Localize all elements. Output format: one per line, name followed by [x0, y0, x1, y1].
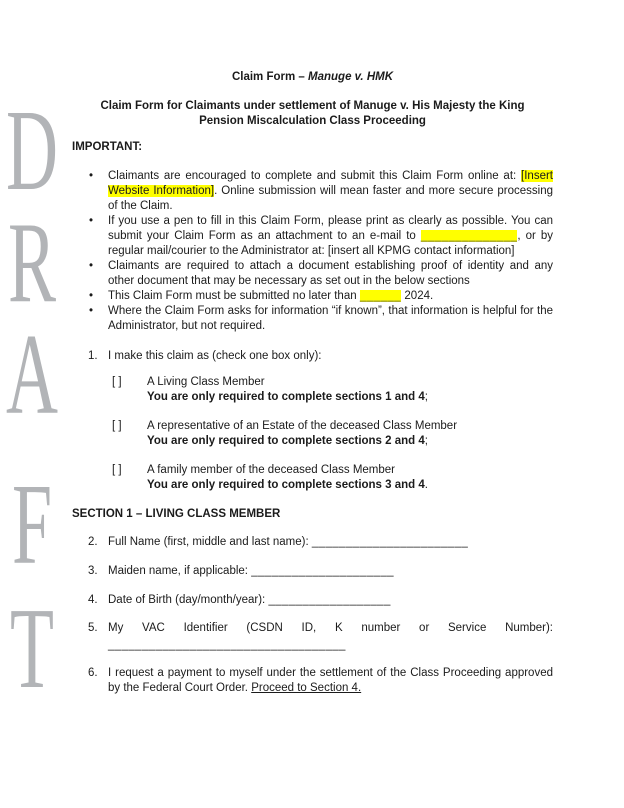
page-subtitle — [72, 99, 553, 129]
full-name-blank-line[interactable]: _______________________ — [311, 536, 469, 548]
option-family-member — [112, 463, 553, 493]
vac-identifier-blank-line[interactable]: ___________________________________ — [108, 639, 346, 651]
watermark-letter-d: D — [6, 86, 58, 215]
email-placeholder-highlight: ______________ — [420, 230, 518, 242]
option-note: You are only required to complete sections 2 and 4; — [147, 435, 428, 447]
form-item-vac-identifier — [88, 621, 553, 653]
title-case-name: Manuge v. HMK — [308, 71, 394, 83]
field-label: My VAC Identifier (CSDN ID, K number or Service Number): — [108, 622, 553, 634]
bullet-marker-icon: • — [89, 260, 94, 272]
section-1-heading: SECTION 1 – LIVING CLASS MEMBER — [72, 508, 281, 520]
option-label: A Living Class Member — [147, 376, 265, 388]
option-living-class-member — [112, 375, 553, 405]
bullet-item-deadline: • This Claim Form must be submitted no later than ______ 2024. — [89, 290, 434, 302]
watermark-letter-t: T — [10, 584, 54, 713]
form-item-maiden-name — [88, 564, 553, 579]
bullet-item-if-known: • Where the Claim Form asks for information “if known”, that information is helpful for the Administrator, but not required. — [89, 305, 553, 332]
checkbox-family-member[interactable]: [ ] — [112, 464, 122, 476]
option-note: You are only required to complete sections 1 and 4; — [147, 391, 428, 403]
watermark-letter-f: F — [11, 460, 53, 589]
checkbox-living-member[interactable]: [ ] — [112, 376, 122, 388]
question-1-claim-type — [88, 349, 553, 364]
field-label: Maiden name, if applicable: — [108, 565, 252, 577]
option-label: A family member of the deceased Class Member — [147, 464, 395, 476]
item-number: 2. — [88, 536, 98, 548]
form-item-full-name — [88, 535, 553, 550]
bullet-marker-icon: • — [89, 290, 94, 302]
item-number: 6. — [88, 667, 98, 679]
bullet-item-online-submission: • Claimants are encouraged to complete and submit this Claim Form online at: [Insert Website Information]. Online submission will mean faster and more secure processing of the Claim. — [89, 170, 553, 212]
important-heading: IMPORTANT: — [72, 141, 143, 153]
question-text: I make this claim as (check one box only): — [108, 350, 322, 362]
subtitle-line2: Pension Miscalculation Class Proceeding — [199, 115, 426, 127]
date-of-birth-blank-line[interactable]: __________________ — [268, 594, 391, 606]
deadline-placeholder-highlight: ______ — [359, 290, 402, 302]
title-prefix: Claim Form – — [231, 71, 309, 83]
important-bullet-list — [72, 169, 553, 334]
bullet-marker-icon: • — [89, 305, 94, 317]
field-label: Date of Birth (day/month/year): — [108, 594, 269, 606]
question-number: 1. — [88, 350, 98, 362]
maiden-name-blank-line[interactable]: _____________________ — [251, 565, 394, 577]
page-title — [72, 70, 553, 85]
form-content — [72, 70, 553, 696]
field-label: Full Name (first, middle and last name): — [108, 536, 312, 548]
checkbox-estate-representative[interactable]: [ ] — [112, 420, 122, 432]
watermark-letter-r: R — [7, 198, 57, 327]
subtitle-line1: Claim Form for Claimants under settlement of Manuge v. His Majesty the King — [100, 100, 525, 112]
bullet-item-pen-instructions: • If you use a pen to fill in this Claim Form, please print as clearly as possible. You can submit your Claim Form as an attachment to an e-mail to ______________, or by regular mail/courier to the Administrator at: [insert all KPMG contact information] — [89, 215, 553, 257]
item-number: 5. — [88, 622, 98, 634]
watermark-letter-a: A — [6, 310, 58, 439]
form-item-date-of-birth — [88, 593, 553, 608]
bullet-marker-icon: • — [89, 215, 94, 227]
option-label: A representative of an Estate of the deceased Class Member — [147, 420, 458, 432]
website-placeholder-highlight: [Insert Website Information] — [108, 170, 553, 197]
option-note: You are only required to complete sections 3 and 4. — [147, 479, 428, 491]
proceed-to-section-4-note: Proceed to Section 4. — [251, 682, 362, 694]
item-number: 4. — [88, 594, 98, 606]
form-item-payment-request: 6. I request a payment to myself under the settlement of the Class Proceeding approved by the Federal Court Order. Proceed to Section 4. — [88, 667, 553, 694]
bullet-marker-icon: • — [89, 170, 94, 182]
option-estate-representative — [112, 419, 553, 449]
bullet-item-proof-of-identity: • Claimants are required to attach a document establishing proof of identity and any other document that may be necessary as set out in the below sections — [89, 260, 553, 287]
item-number: 3. — [88, 565, 98, 577]
claim-type-options — [72, 375, 553, 493]
